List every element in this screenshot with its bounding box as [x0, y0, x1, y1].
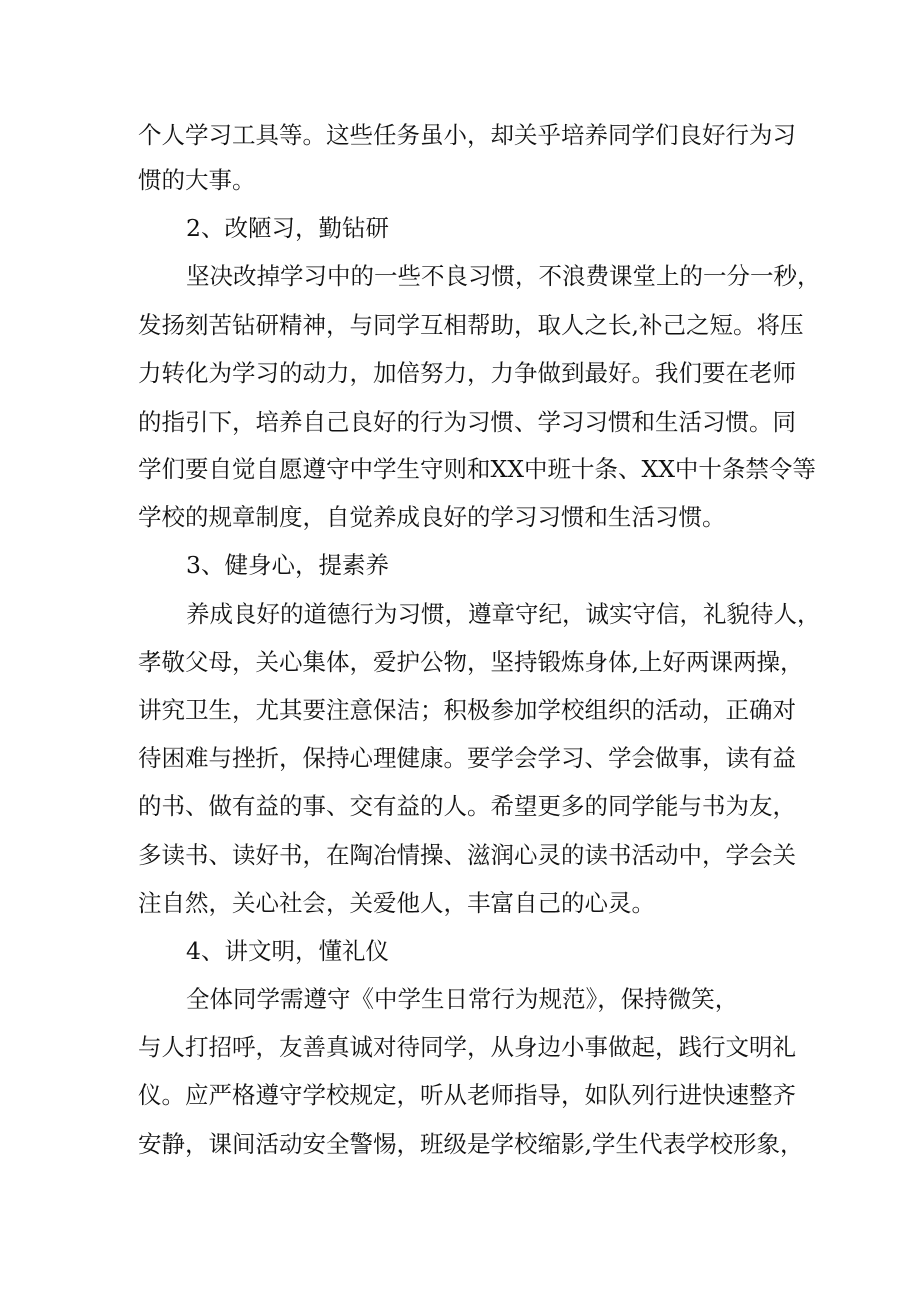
body-text-line: 与人打招呼，友善真诚对待同学，从身边小事做起，践行文明礼 — [138, 1033, 796, 1061]
body-text-line: 学们要自觉自愿遵守中学生守则和XX中班十条、XX中十条禁令等 — [138, 455, 816, 483]
section-heading-2: 2、改陋习，勤钻研 — [186, 214, 389, 242]
body-text-line: 讲究卫生，尤其要注意保洁；积极参加学校组织的活动，正确对 — [138, 696, 796, 724]
body-text-line: 待困难与挫折，保持心理健康。要学会学习、学会做事，读有益 — [138, 744, 796, 772]
body-text-line: 力转化为学习的动力，加倍努力，力争做到最好。我们要在老师 — [138, 359, 796, 387]
body-text-line: 的指引下，培养自己良好的行为习惯、学习习惯和生活习惯。同 — [138, 408, 796, 436]
body-text-line: 养成良好的道德行为习惯，遵章守纪，诚实守信，礼貌待人， — [186, 600, 821, 628]
body-text-line: 个人学习工具等。这些任务虽小，却关乎培养同学们良好行为习 — [138, 121, 796, 149]
body-text-line: 注自然，关心社会，关爱他人，丰富自己的心灵。 — [138, 889, 655, 917]
body-text-line: 全体同学需遵守《中学生日常行为规范》，保持微笑， — [186, 985, 739, 1013]
body-text-line: 发扬刻苦钻研精神，与同学互相帮助，取人之长,补己之短。将压 — [138, 311, 804, 339]
section-heading-4: 4、讲文明，懂礼仪 — [186, 937, 389, 965]
section-heading-3: 3、健身心，提素养 — [186, 551, 389, 579]
body-text-line: 安静，课间活动安全警惕，班级是学校缩影,学生代表学校形象， — [138, 1130, 804, 1158]
body-text-line: 的书、做有益的事、交有益的人。希望更多的同学能与书为友， — [138, 792, 796, 820]
body-text-line: 仪。应严格遵守学校规定，听从老师指导，如队列行进快速整齐 — [138, 1081, 796, 1109]
body-text-line: 坚决改掉学习中的一些不良习惯，不浪费课堂上的一分一秒， — [186, 262, 821, 290]
body-text-line: 惯的大事。 — [138, 166, 256, 194]
body-text-line: 多读书、读好书，在陶冶情操、滋润心灵的读书活动中，学会关 — [138, 841, 796, 869]
body-text-line: 孝敬父母，关心集体，爱护公物，坚持锻炼身体,上好两课两操， — [138, 648, 804, 676]
body-text-line: 学校的规章制度，自觉养成良好的学习习惯和生活习惯。 — [138, 503, 726, 531]
